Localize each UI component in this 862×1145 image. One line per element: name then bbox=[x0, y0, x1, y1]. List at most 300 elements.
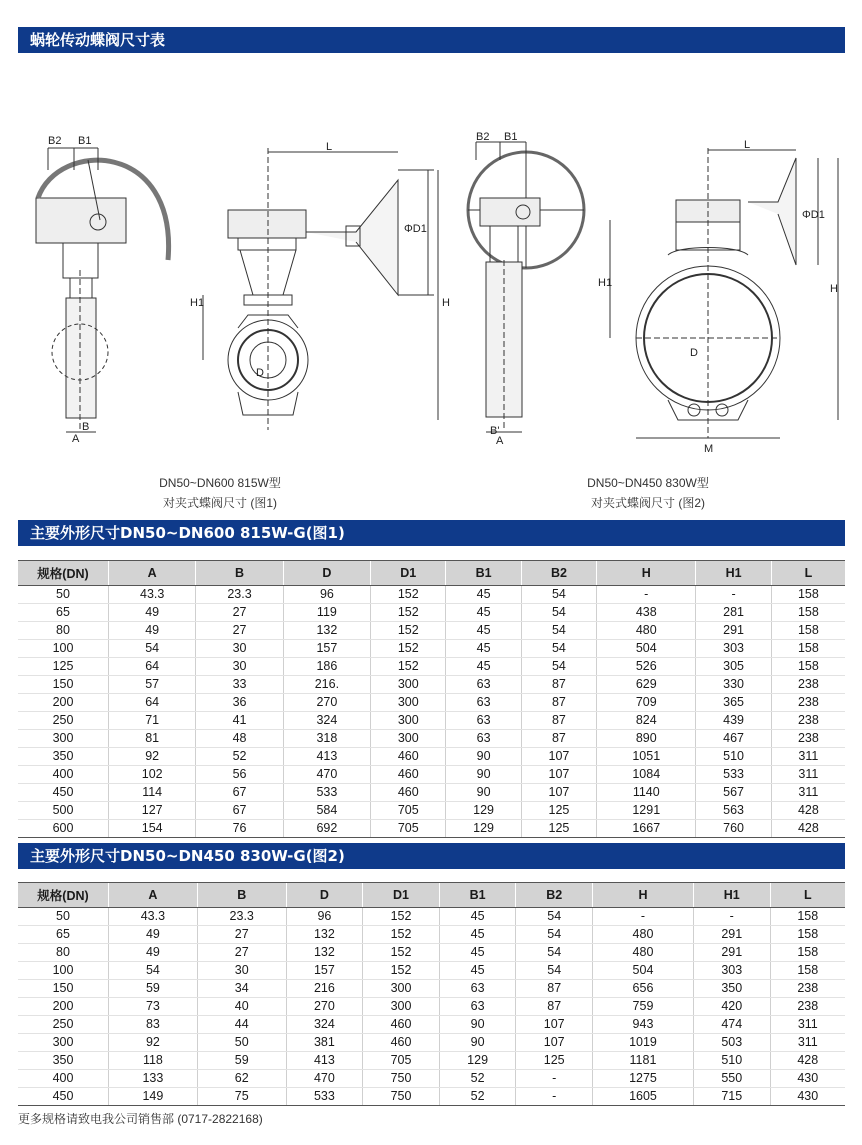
table-row bbox=[18, 1016, 845, 1034]
table-cell: 33 bbox=[196, 676, 283, 694]
table-cell: 1084 bbox=[597, 766, 696, 784]
table-cell: 36 bbox=[196, 694, 283, 712]
table-cell: 350 bbox=[18, 748, 109, 766]
table-cell: 87 bbox=[516, 980, 593, 998]
table-cell: 80 bbox=[18, 944, 109, 962]
table-cell: 45 bbox=[446, 604, 521, 622]
table-cell: 200 bbox=[18, 998, 109, 1016]
column-header: B bbox=[196, 561, 283, 586]
spec-table-815w bbox=[18, 560, 845, 838]
table-cell: 87 bbox=[521, 712, 596, 730]
table-cell: 428 bbox=[771, 820, 845, 838]
table-cell: 715 bbox=[693, 1088, 770, 1106]
column-header: 规格(DN) bbox=[18, 883, 109, 908]
table-cell: 692 bbox=[283, 820, 370, 838]
table-cell: 158 bbox=[771, 622, 845, 640]
table-cell: - bbox=[593, 908, 694, 926]
table-cell: 567 bbox=[696, 784, 771, 802]
table-row bbox=[18, 1088, 845, 1106]
column-header: H bbox=[593, 883, 694, 908]
table-cell: 23.3 bbox=[196, 586, 283, 604]
table-row bbox=[18, 622, 845, 640]
table-cell: 81 bbox=[109, 730, 196, 748]
table-cell: 107 bbox=[516, 1034, 593, 1052]
table-cell: 54 bbox=[109, 962, 198, 980]
table-cell: 152 bbox=[371, 604, 446, 622]
table-cell: 45 bbox=[439, 926, 516, 944]
table-cell: 291 bbox=[693, 944, 770, 962]
table-cell: 119 bbox=[283, 604, 370, 622]
table-cell: 1051 bbox=[597, 748, 696, 766]
table-cell: 63 bbox=[439, 998, 516, 1016]
table-cell: 300 bbox=[371, 676, 446, 694]
table-cell: 200 bbox=[18, 694, 109, 712]
table-cell: 504 bbox=[593, 962, 694, 980]
fig2-label-h1: H1 bbox=[598, 277, 613, 289]
table-cell: 460 bbox=[371, 766, 446, 784]
table-cell: 413 bbox=[286, 1052, 363, 1070]
column-header: L bbox=[770, 883, 845, 908]
table-cell: 324 bbox=[286, 1016, 363, 1034]
fig1-caption-line2: 对夹式蝶阀尺寸 (图1) bbox=[162, 496, 277, 510]
fig2-front-view bbox=[610, 148, 838, 438]
table-cell: 238 bbox=[771, 676, 845, 694]
table-cell: 129 bbox=[446, 820, 521, 838]
table-cell: 75 bbox=[197, 1088, 286, 1106]
table-cell: 158 bbox=[770, 962, 845, 980]
table-cell: 90 bbox=[446, 784, 521, 802]
table-cell: 1181 bbox=[593, 1052, 694, 1070]
table-cell: 54 bbox=[516, 908, 593, 926]
column-header: D1 bbox=[371, 561, 446, 586]
table-cell: 157 bbox=[286, 962, 363, 980]
table-cell: 430 bbox=[770, 1070, 845, 1088]
table-cell: 96 bbox=[283, 586, 370, 604]
table-cell: 450 bbox=[18, 784, 109, 802]
fig2-label-a: A bbox=[496, 435, 504, 447]
table-cell: 114 bbox=[109, 784, 196, 802]
table-cell: 460 bbox=[371, 748, 446, 766]
table-row bbox=[18, 980, 845, 998]
table-cell: 50 bbox=[18, 586, 109, 604]
table-cell: 533 bbox=[283, 784, 370, 802]
table-row bbox=[18, 1070, 845, 1088]
table-cell: 460 bbox=[363, 1034, 440, 1052]
table-cell: 890 bbox=[597, 730, 696, 748]
table-cell: 150 bbox=[18, 676, 109, 694]
table-row bbox=[18, 712, 845, 730]
fig1-label-b2: B2 bbox=[48, 135, 62, 147]
table-cell: 216 bbox=[286, 980, 363, 998]
table-cell: 87 bbox=[521, 676, 596, 694]
table-cell: 238 bbox=[770, 998, 845, 1016]
table-cell: 300 bbox=[18, 730, 109, 748]
table-cell: 238 bbox=[771, 694, 845, 712]
column-header: B bbox=[197, 883, 286, 908]
table-cell: 45 bbox=[439, 962, 516, 980]
table-cell: 54 bbox=[521, 586, 596, 604]
page-title: 蜗轮传动蝶阀尺寸表 bbox=[18, 27, 845, 53]
table-header-row bbox=[18, 561, 845, 586]
table-cell: 150 bbox=[18, 980, 109, 998]
table-cell: 311 bbox=[771, 766, 845, 784]
table-cell: 1275 bbox=[593, 1070, 694, 1088]
table-cell: 52 bbox=[439, 1088, 516, 1106]
fig1-side-view bbox=[36, 148, 169, 432]
table-cell: 90 bbox=[446, 766, 521, 784]
table-cell: 365 bbox=[696, 694, 771, 712]
table-row bbox=[18, 658, 845, 676]
table-cell: 450 bbox=[18, 1088, 109, 1106]
table-cell: 63 bbox=[439, 980, 516, 998]
table-cell: 428 bbox=[770, 1052, 845, 1070]
table-cell: 152 bbox=[363, 944, 440, 962]
table-cell: 45 bbox=[439, 908, 516, 926]
table-cell: 45 bbox=[446, 640, 521, 658]
table-cell: 1667 bbox=[597, 820, 696, 838]
table-cell: 311 bbox=[771, 784, 845, 802]
table-cell: 600 bbox=[18, 820, 109, 838]
table-cell: 76 bbox=[196, 820, 283, 838]
column-header: A bbox=[109, 883, 198, 908]
table-cell: 90 bbox=[446, 748, 521, 766]
table-cell: 760 bbox=[696, 820, 771, 838]
table-cell: 152 bbox=[371, 640, 446, 658]
table-cell: - bbox=[516, 1070, 593, 1088]
table-cell: 54 bbox=[109, 640, 196, 658]
table-cell: 470 bbox=[283, 766, 370, 784]
table-cell: 87 bbox=[521, 694, 596, 712]
table-cell: 152 bbox=[363, 962, 440, 980]
table-cell: 438 bbox=[597, 604, 696, 622]
table-cell: 705 bbox=[363, 1052, 440, 1070]
table-cell: 49 bbox=[109, 926, 198, 944]
table-cell: 133 bbox=[109, 1070, 198, 1088]
table-cell: 154 bbox=[109, 820, 196, 838]
table-cell: 291 bbox=[696, 622, 771, 640]
table-cell: 30 bbox=[197, 962, 286, 980]
table-cell: 56 bbox=[196, 766, 283, 784]
table-cell: 63 bbox=[446, 676, 521, 694]
table-cell: 186 bbox=[283, 658, 370, 676]
table-cell: 152 bbox=[371, 622, 446, 640]
table-cell: 132 bbox=[286, 944, 363, 962]
section1-title: 主要外形尺寸DN50~DN600 815W-G(图1) bbox=[18, 520, 845, 546]
table-row bbox=[18, 640, 845, 658]
table-cell: 480 bbox=[597, 622, 696, 640]
table-cell: - bbox=[696, 586, 771, 604]
table-cell: 510 bbox=[693, 1052, 770, 1070]
table-cell: 102 bbox=[109, 766, 196, 784]
table-row bbox=[18, 820, 845, 838]
column-header: L bbox=[771, 561, 845, 586]
table-cell: 158 bbox=[771, 658, 845, 676]
table-cell: 759 bbox=[593, 998, 694, 1016]
table-cell: 158 bbox=[771, 640, 845, 658]
table-cell: 152 bbox=[371, 658, 446, 676]
fig2-label-b2: B2 bbox=[476, 131, 490, 143]
table-cell: 59 bbox=[197, 1052, 286, 1070]
table-cell: - bbox=[693, 908, 770, 926]
table-cell: 311 bbox=[770, 1016, 845, 1034]
table-cell: 52 bbox=[439, 1070, 516, 1088]
fig1-label-b1: B1 bbox=[78, 135, 92, 147]
table-cell: 118 bbox=[109, 1052, 198, 1070]
table-cell: 250 bbox=[18, 712, 109, 730]
table-cell: 705 bbox=[371, 802, 446, 820]
table-cell: - bbox=[597, 586, 696, 604]
table-cell: 709 bbox=[597, 694, 696, 712]
table-cell: 510 bbox=[696, 748, 771, 766]
table-cell: 250 bbox=[18, 1016, 109, 1034]
table-cell: 350 bbox=[693, 980, 770, 998]
table-cell: 54 bbox=[516, 944, 593, 962]
table-cell: 311 bbox=[770, 1034, 845, 1052]
table-cell: 303 bbox=[696, 640, 771, 658]
table-cell: 467 bbox=[696, 730, 771, 748]
column-header: B2 bbox=[521, 561, 596, 586]
column-header: H1 bbox=[696, 561, 771, 586]
table-cell: 49 bbox=[109, 944, 198, 962]
fig2-side-view bbox=[468, 142, 584, 432]
table-cell: 87 bbox=[521, 730, 596, 748]
fig2-label-m: M bbox=[704, 443, 714, 455]
table-cell: 65 bbox=[18, 926, 109, 944]
table-cell: 43.3 bbox=[109, 586, 196, 604]
table-cell: 27 bbox=[196, 622, 283, 640]
table-cell: 107 bbox=[521, 766, 596, 784]
table-cell: 281 bbox=[696, 604, 771, 622]
table-row bbox=[18, 962, 845, 980]
table-row bbox=[18, 1052, 845, 1070]
fig2-caption bbox=[528, 473, 768, 513]
table-cell: 629 bbox=[597, 676, 696, 694]
table-cell: 57 bbox=[109, 676, 196, 694]
table-cell: 504 bbox=[597, 640, 696, 658]
table-cell: 87 bbox=[516, 998, 593, 1016]
table-cell: 50 bbox=[18, 908, 109, 926]
table-cell: 50 bbox=[197, 1034, 286, 1052]
column-header: B1 bbox=[446, 561, 521, 586]
fig1-label-d: D bbox=[256, 367, 264, 379]
table-cell: 474 bbox=[693, 1016, 770, 1034]
table-cell: 400 bbox=[18, 1070, 109, 1088]
table-cell: 96 bbox=[286, 908, 363, 926]
table-cell: 83 bbox=[109, 1016, 198, 1034]
table-cell: 533 bbox=[696, 766, 771, 784]
table-cell: 330 bbox=[696, 676, 771, 694]
fig2-label-d1: ΦD1 bbox=[802, 209, 825, 221]
table-cell: 62 bbox=[197, 1070, 286, 1088]
table-cell: 824 bbox=[597, 712, 696, 730]
table-cell: 500 bbox=[18, 802, 109, 820]
fig1-caption-line1: DN50~DN600 815W型 bbox=[159, 476, 281, 490]
table-row bbox=[18, 926, 845, 944]
table-cell: 470 bbox=[286, 1070, 363, 1088]
fig2-label-h: H bbox=[830, 283, 838, 295]
column-header: B1 bbox=[439, 883, 516, 908]
table-cell: 270 bbox=[286, 998, 363, 1016]
spec-table-830w bbox=[18, 882, 845, 1106]
table-cell: 300 bbox=[363, 980, 440, 998]
table-cell: 305 bbox=[696, 658, 771, 676]
table-cell: 63 bbox=[446, 712, 521, 730]
table-cell: 59 bbox=[109, 980, 198, 998]
fig1-label-l: L bbox=[326, 141, 333, 153]
table-cell: 30 bbox=[196, 658, 283, 676]
table-cell: 439 bbox=[696, 712, 771, 730]
table-cell: 34 bbox=[197, 980, 286, 998]
table-cell: 381 bbox=[286, 1034, 363, 1052]
table-cell: 238 bbox=[771, 712, 845, 730]
table-cell: 656 bbox=[593, 980, 694, 998]
table-cell: 550 bbox=[693, 1070, 770, 1088]
fig2-caption-line2: 对夹式蝶阀尺寸 (图2) bbox=[590, 496, 705, 510]
table-cell: 92 bbox=[109, 748, 196, 766]
table-row bbox=[18, 944, 845, 962]
footer-note: 更多规格请致电我公司销售部 (0717-2822168) bbox=[18, 1112, 263, 1126]
table-cell: 43.3 bbox=[109, 908, 198, 926]
table-cell: 584 bbox=[283, 802, 370, 820]
fig1-label-h1: H1 bbox=[190, 297, 205, 309]
table-cell: 54 bbox=[521, 622, 596, 640]
table-cell: 238 bbox=[771, 730, 845, 748]
table-cell: 460 bbox=[371, 784, 446, 802]
table-cell: 324 bbox=[283, 712, 370, 730]
table-row bbox=[18, 784, 845, 802]
table-cell: 300 bbox=[18, 1034, 109, 1052]
table-cell: 63 bbox=[446, 730, 521, 748]
table-cell: 460 bbox=[363, 1016, 440, 1034]
table-cell: 480 bbox=[593, 926, 694, 944]
table-cell: 27 bbox=[197, 944, 286, 962]
table-cell: 73 bbox=[109, 998, 198, 1016]
table-cell: 45 bbox=[446, 658, 521, 676]
table-cell: 41 bbox=[196, 712, 283, 730]
table-cell: 90 bbox=[439, 1034, 516, 1052]
table-cell: 100 bbox=[18, 962, 109, 980]
table-cell: 1140 bbox=[597, 784, 696, 802]
fig1-label-a: A bbox=[72, 433, 80, 445]
table-cell: 158 bbox=[770, 908, 845, 926]
table-cell: 420 bbox=[693, 998, 770, 1016]
column-header: A bbox=[109, 561, 196, 586]
fig1-label-h: H bbox=[442, 297, 450, 309]
table-cell: 63 bbox=[446, 694, 521, 712]
table-cell: 65 bbox=[18, 604, 109, 622]
column-header: B2 bbox=[516, 883, 593, 908]
fig1-caption bbox=[100, 473, 340, 513]
table-cell: 100 bbox=[18, 640, 109, 658]
table-cell: 526 bbox=[597, 658, 696, 676]
table-cell: 300 bbox=[371, 730, 446, 748]
table-row bbox=[18, 694, 845, 712]
fig1-label-b: B bbox=[82, 421, 90, 433]
fig1-front-view bbox=[203, 148, 438, 430]
table-cell: 48 bbox=[196, 730, 283, 748]
table-cell: 152 bbox=[371, 586, 446, 604]
column-header: H1 bbox=[693, 883, 770, 908]
table-row bbox=[18, 586, 845, 604]
table-cell: 132 bbox=[283, 622, 370, 640]
table-cell: 428 bbox=[771, 802, 845, 820]
table-cell: 125 bbox=[521, 820, 596, 838]
table-header-row bbox=[18, 883, 845, 908]
table-row bbox=[18, 802, 845, 820]
table-cell: 1605 bbox=[593, 1088, 694, 1106]
table-cell: 291 bbox=[693, 926, 770, 944]
fig2-caption-line1: DN50~DN450 830W型 bbox=[587, 476, 709, 490]
table-row bbox=[18, 748, 845, 766]
table-cell: 129 bbox=[439, 1052, 516, 1070]
table-cell: 54 bbox=[516, 926, 593, 944]
table-cell: 80 bbox=[18, 622, 109, 640]
table-cell: 127 bbox=[109, 802, 196, 820]
table-cell: 125 bbox=[18, 658, 109, 676]
column-header: 规格(DN) bbox=[18, 561, 109, 586]
fig2-label-b1: B1 bbox=[504, 131, 518, 143]
table-cell: 129 bbox=[446, 802, 521, 820]
table-cell: 64 bbox=[109, 694, 196, 712]
table-cell: 270 bbox=[283, 694, 370, 712]
table-cell: 54 bbox=[516, 962, 593, 980]
table-cell: 216. bbox=[283, 676, 370, 694]
table-cell: 152 bbox=[363, 926, 440, 944]
table-cell: 49 bbox=[109, 622, 196, 640]
table-cell: - bbox=[516, 1088, 593, 1106]
table-cell: 152 bbox=[363, 908, 440, 926]
table-cell: 158 bbox=[771, 604, 845, 622]
table-cell: 400 bbox=[18, 766, 109, 784]
table-cell: 23.3 bbox=[197, 908, 286, 926]
table-cell: 49 bbox=[109, 604, 196, 622]
table-cell: 30 bbox=[196, 640, 283, 658]
table-cell: 45 bbox=[446, 622, 521, 640]
table-cell: 45 bbox=[439, 944, 516, 962]
table-cell: 350 bbox=[18, 1052, 109, 1070]
table-cell: 318 bbox=[283, 730, 370, 748]
table-cell: 563 bbox=[696, 802, 771, 820]
section2-title: 主要外形尺寸DN50~DN450 830W-G(图2) bbox=[18, 843, 845, 869]
table-row bbox=[18, 998, 845, 1016]
table-row bbox=[18, 1034, 845, 1052]
table-cell: 27 bbox=[196, 604, 283, 622]
table-cell: 750 bbox=[363, 1070, 440, 1088]
table-row bbox=[18, 766, 845, 784]
table-cell: 64 bbox=[109, 658, 196, 676]
table-cell: 300 bbox=[371, 694, 446, 712]
table-cell: 750 bbox=[363, 1088, 440, 1106]
table-cell: 125 bbox=[521, 802, 596, 820]
table-cell: 300 bbox=[371, 712, 446, 730]
column-header: D1 bbox=[363, 883, 440, 908]
table-cell: 303 bbox=[693, 962, 770, 980]
table-cell: 54 bbox=[521, 604, 596, 622]
table-cell: 107 bbox=[521, 784, 596, 802]
table-cell: 107 bbox=[516, 1016, 593, 1034]
table-cell: 45 bbox=[446, 586, 521, 604]
table-cell: 300 bbox=[363, 998, 440, 1016]
table-cell: 430 bbox=[770, 1088, 845, 1106]
table-cell: 1291 bbox=[597, 802, 696, 820]
table-cell: 158 bbox=[771, 586, 845, 604]
fig2-label-d: D bbox=[690, 347, 698, 359]
fig2-label-l: L bbox=[744, 139, 751, 151]
table-cell: 125 bbox=[516, 1052, 593, 1070]
table-cell: 238 bbox=[770, 980, 845, 998]
table-cell: 132 bbox=[286, 926, 363, 944]
table-cell: 705 bbox=[371, 820, 446, 838]
